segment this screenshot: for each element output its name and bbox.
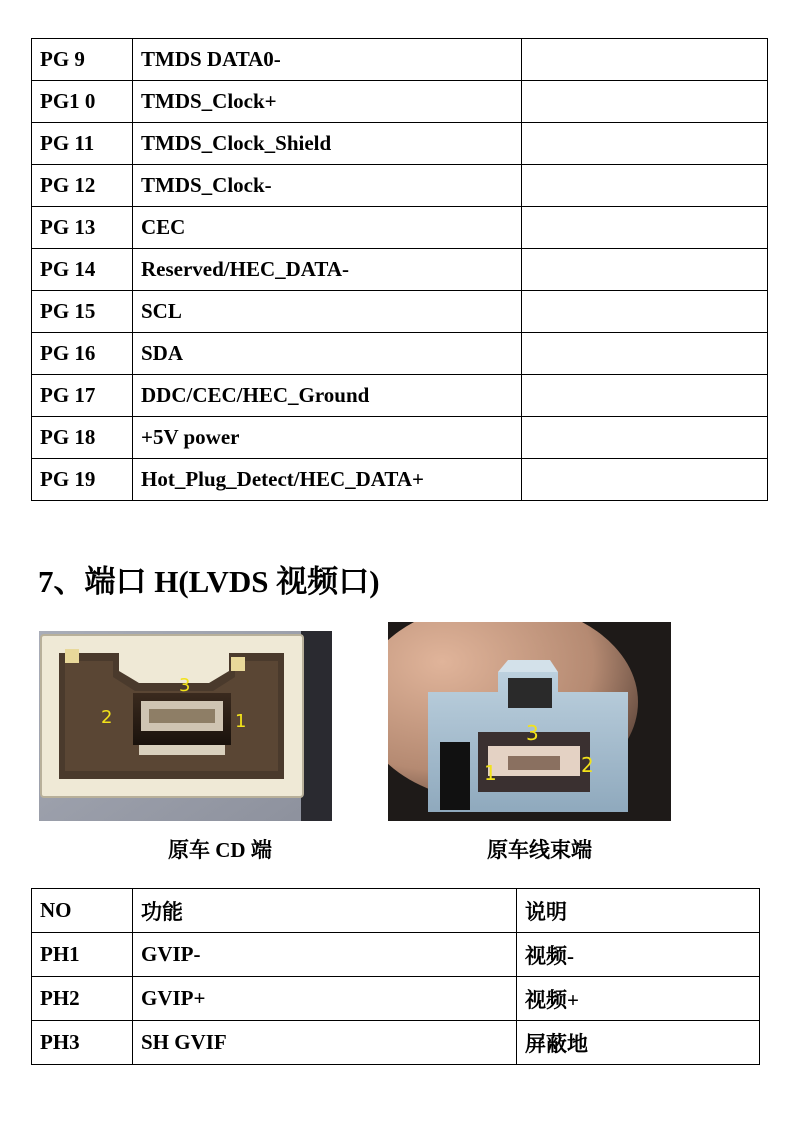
pin-label-3: 3 bbox=[179, 675, 191, 696]
pin-function: TMDS_Clock- bbox=[133, 165, 522, 207]
table-row bbox=[32, 459, 768, 501]
pin-number: PG 9 bbox=[32, 39, 133, 81]
pin-note: 视频- bbox=[517, 933, 760, 977]
pin-note bbox=[522, 375, 768, 417]
pin-number: PH3 bbox=[32, 1021, 133, 1065]
pin-number: PG 13 bbox=[32, 207, 133, 249]
pin-note bbox=[522, 459, 768, 501]
pin-note: 视频+ bbox=[517, 977, 760, 1021]
table-header-row bbox=[32, 889, 760, 933]
table-row bbox=[32, 933, 760, 977]
pin-function: SH GVIF bbox=[133, 1021, 517, 1065]
table-row bbox=[32, 1021, 760, 1065]
pin-note bbox=[522, 249, 768, 291]
section-heading: 7、端口 H(LVDS 视频口) bbox=[38, 564, 380, 599]
pin-note bbox=[522, 39, 768, 81]
pin-number: PG 16 bbox=[32, 333, 133, 375]
pin-number: PG 14 bbox=[32, 249, 133, 291]
table-row bbox=[32, 165, 768, 207]
pin-label-2: 2 bbox=[581, 753, 594, 777]
pin-function: TMDS_Clock+ bbox=[133, 81, 522, 123]
pin-function: Reserved/HEC_DATA- bbox=[133, 249, 522, 291]
pin-function: DDC/CEC/HEC_Ground bbox=[133, 375, 522, 417]
pin-function: SCL bbox=[133, 291, 522, 333]
pin-note bbox=[522, 165, 768, 207]
pin-note bbox=[522, 291, 768, 333]
table-row bbox=[32, 123, 768, 165]
pin-note bbox=[522, 207, 768, 249]
table-row bbox=[32, 249, 768, 291]
pin-note bbox=[522, 81, 768, 123]
header-no: NO bbox=[32, 889, 133, 933]
pin-label-1: 1 bbox=[235, 711, 247, 732]
pin-function: +5V power bbox=[133, 417, 522, 459]
pin-function: TMDS_Clock_Shield bbox=[133, 123, 522, 165]
pin-number: PG 15 bbox=[32, 291, 133, 333]
pin-function: TMDS DATA0- bbox=[133, 39, 522, 81]
pin-function: GVIP- bbox=[133, 933, 517, 977]
pin-note: 屏蔽地 bbox=[517, 1021, 760, 1065]
header-function: 功能 bbox=[133, 889, 517, 933]
pin-number: PG 12 bbox=[32, 165, 133, 207]
cd-connector-photo bbox=[39, 631, 332, 821]
pin-label-3: 3 bbox=[526, 721, 539, 745]
pin-function: SDA bbox=[133, 333, 522, 375]
harness-connector-photo bbox=[388, 622, 671, 821]
table-row bbox=[32, 977, 760, 1021]
pin-number: PG 17 bbox=[32, 375, 133, 417]
pin-function: CEC bbox=[133, 207, 522, 249]
header-note: 说明 bbox=[517, 889, 760, 933]
harness-connector-caption: 原车线束端 bbox=[487, 838, 592, 862]
pin-note bbox=[522, 417, 768, 459]
port-h-pin-table bbox=[31, 888, 760, 1065]
pin-number: PG 18 bbox=[32, 417, 133, 459]
table-row bbox=[32, 207, 768, 249]
table-row bbox=[32, 81, 768, 123]
pin-number: PH2 bbox=[32, 977, 133, 1021]
pin-number: PG 19 bbox=[32, 459, 133, 501]
pin-function: GVIP+ bbox=[133, 977, 517, 1021]
pin-number: PG 11 bbox=[32, 123, 133, 165]
pin-note bbox=[522, 123, 768, 165]
table-row bbox=[32, 417, 768, 459]
table-row bbox=[32, 375, 768, 417]
table-row bbox=[32, 291, 768, 333]
pin-label-2: 2 bbox=[101, 707, 113, 728]
table-row bbox=[32, 333, 768, 375]
pin-note bbox=[522, 333, 768, 375]
pin-number: PH1 bbox=[32, 933, 133, 977]
port-g-pin-table bbox=[31, 38, 768, 501]
pin-label-1: 1 bbox=[484, 761, 497, 785]
pin-function: Hot_Plug_Detect/HEC_DATA+ bbox=[133, 459, 522, 501]
pin-number: PG1 0 bbox=[32, 81, 133, 123]
table-row bbox=[32, 39, 768, 81]
cd-connector-caption: 原车 CD 端 bbox=[168, 838, 272, 862]
